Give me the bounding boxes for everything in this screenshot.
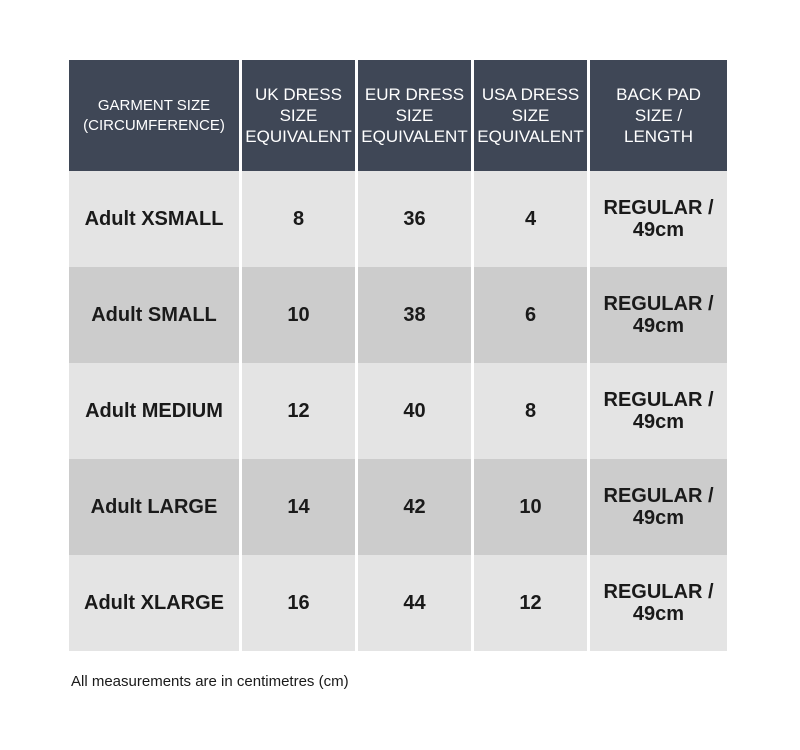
- size-chart-table: [66, 60, 730, 651]
- table-row: [69, 267, 727, 363]
- cell-garment-size: Adult LARGE: [69, 459, 239, 555]
- cell-eur-size: 40: [358, 363, 471, 459]
- table-row: [69, 363, 727, 459]
- cell-uk-size: 8: [242, 171, 355, 267]
- cell-uk-size: 12: [242, 363, 355, 459]
- cell-usa-size: 12: [474, 555, 587, 651]
- cell-garment-size: Adult XSMALL: [69, 171, 239, 267]
- header-garment-size: GARMENT SIZE (CIRCUMFERENCE): [69, 60, 239, 171]
- measurement-footnote: All measurements are in centimetres (cm): [71, 673, 349, 690]
- cell-garment-size: Adult MEDIUM: [69, 363, 239, 459]
- cell-back-pad: REGULAR / 49cm: [590, 363, 727, 459]
- cell-uk-size: 16: [242, 555, 355, 651]
- cell-back-pad: REGULAR / 49cm: [590, 267, 727, 363]
- cell-usa-size: 6: [474, 267, 587, 363]
- header-uk-dress-size: UK DRESS SIZE EQUIVALENT: [242, 60, 355, 171]
- cell-eur-size: 42: [358, 459, 471, 555]
- table-row: [69, 555, 727, 651]
- cell-back-pad: REGULAR / 49cm: [590, 459, 727, 555]
- cell-back-pad: REGULAR / 49cm: [590, 555, 727, 651]
- cell-usa-size: 10: [474, 459, 587, 555]
- cell-garment-size: Adult XLARGE: [69, 555, 239, 651]
- cell-usa-size: 8: [474, 363, 587, 459]
- cell-usa-size: 4: [474, 171, 587, 267]
- header-eur-dress-size: EUR DRESS SIZE EQUIVALENT: [358, 60, 471, 171]
- cell-uk-size: 10: [242, 267, 355, 363]
- table-row: [69, 459, 727, 555]
- cell-uk-size: 14: [242, 459, 355, 555]
- cell-garment-size: Adult SMALL: [69, 267, 239, 363]
- header-usa-dress-size: USA DRESS SIZE EQUIVALENT: [474, 60, 587, 171]
- cell-eur-size: 44: [358, 555, 471, 651]
- header-row: [69, 60, 727, 171]
- header-back-pad-size: BACK PAD SIZE / LENGTH: [590, 60, 727, 171]
- cell-back-pad: REGULAR / 49cm: [590, 171, 727, 267]
- cell-eur-size: 38: [358, 267, 471, 363]
- cell-eur-size: 36: [358, 171, 471, 267]
- table-row: [69, 171, 727, 267]
